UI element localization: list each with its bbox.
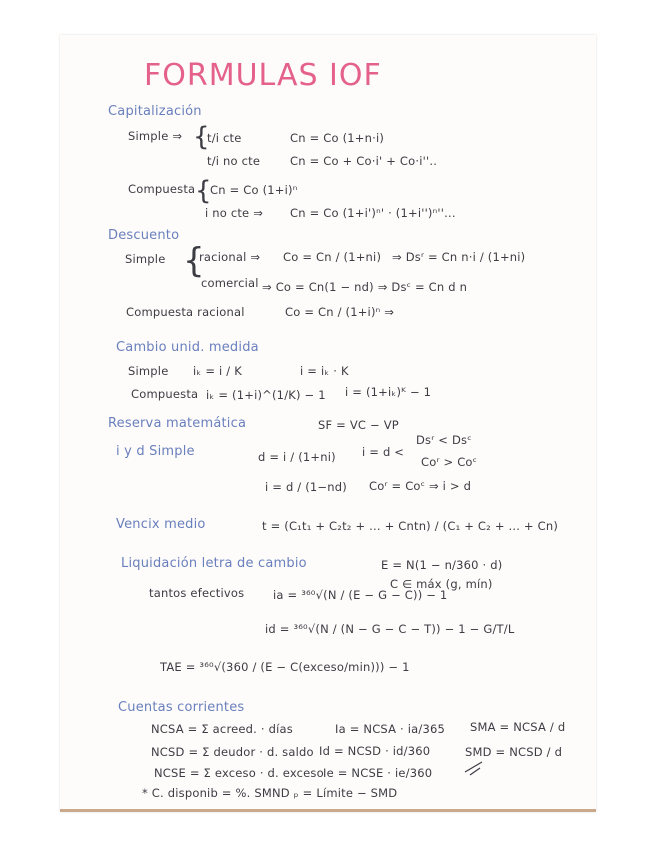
- section-iyd: i y d Simple: [116, 444, 195, 459]
- desc-racional-label: racional ⇒: [199, 250, 261, 264]
- iyd-f2b: Coʳ > Coᶜ: [421, 455, 478, 469]
- desc-racional-formula: Co = Cn / (1+ni): [283, 250, 382, 264]
- cuentas-l2c: SMD = NCSD / d: [465, 745, 563, 759]
- desc-racional-ds: ⇒ Dsʳ = Cn n·i / (1+ni): [392, 250, 526, 264]
- section-descuento: Descuento: [108, 228, 180, 243]
- liq-ia-formula: ia = ³⁶⁰√(N / (E − G − C)) − 1: [273, 588, 448, 602]
- cap-s2-formula: Cn = Co + Co·i' + Co·i''..: [290, 154, 438, 168]
- desc-compuesta-formula: Co = Cn / (1+i)ⁿ ⇒: [285, 305, 395, 319]
- cap-c2-label: i no cte ⇒: [205, 206, 264, 220]
- cambio-simple-f1: iₖ = i / K: [193, 364, 242, 378]
- arrow-icon: [470, 768, 480, 775]
- iyd-f1: d = i / (1+ni): [258, 450, 336, 464]
- section-capitalizacion: Capitalización: [108, 104, 202, 119]
- liq-formula: E = N(1 − n/360 · d): [381, 558, 503, 572]
- cambio-simple-f2: i = iₖ · K: [300, 364, 349, 378]
- iyd-f2a: Dsʳ < Dsᶜ: [416, 433, 472, 447]
- venc-formula: t = (C₁t₁ + C₂t₂ + ... + Cntn) / (C₁ + C₂ + ... + Cn): [262, 519, 559, 533]
- cuentas-l1c: SMA = NCSA / d: [470, 720, 566, 734]
- desc-comercial-formula: ⇒ Co = Cn(1 − nd) ⇒ Dsᶜ = Cn d n: [262, 280, 468, 294]
- cap-compuesta-label: Compuesta: [128, 182, 196, 196]
- liq-c-note: C ∈ máx (g, mín): [390, 577, 493, 591]
- cap-s2-label: t/i no cte: [207, 154, 261, 168]
- cuentas-l3b: Ie = NCSE · ie/360: [323, 766, 433, 780]
- cap-c1-formula: Cn = Co (1+i)ⁿ: [210, 183, 298, 197]
- desc-comercial-label: comercial: [201, 276, 259, 290]
- cuentas-l2b: Id = NCSD · id/360: [319, 744, 431, 758]
- arrow-icon: [465, 762, 482, 772]
- iyd-f3: i = d / (1−nd): [265, 480, 347, 494]
- iyd-f2: i = d <: [362, 445, 405, 459]
- cambio-compuesta-label: Compuesta: [131, 387, 199, 401]
- cambio-simple-label: Simple: [128, 364, 169, 378]
- cuentas-l1b: Ia = NCSA · ia/365: [335, 722, 446, 736]
- desc-simple-label: Simple: [125, 252, 166, 266]
- liq-id-formula: id = ³⁶⁰√(N / (N − G − C − T)) − 1 − G/T/L: [265, 622, 515, 636]
- brace-icon: {: [193, 122, 210, 152]
- section-cambio: Cambio unid. medida: [116, 340, 259, 355]
- cuentas-l4: * C. disponib = %. SMND ₚ = Límite − SMD: [142, 786, 398, 800]
- section-liquidacion: Liquidación letra de cambio: [121, 556, 307, 571]
- section-vencimiento: Vencix medio: [116, 517, 206, 532]
- section-cuentas: Cuentas corrientes: [118, 700, 245, 715]
- cuentas-l1: NCSA = Σ acreed. · días: [151, 722, 293, 736]
- cap-simple-label: Simple ⇒: [128, 129, 183, 143]
- cambio-compuesta-f2: i = (1+iₖ)ᴷ − 1: [345, 385, 432, 399]
- cuentas-l3: NCSE = Σ exceso · d. exceso: [154, 766, 324, 780]
- page-title: FORMULAS IOF: [144, 58, 382, 93]
- tae-formula: TAE = ³⁶⁰√(360 / (E − C(exceso/min))) − 1: [160, 660, 410, 674]
- cambio-compuesta-f1: iₖ = (1+i)^(1/K) − 1: [206, 388, 326, 402]
- brace-icon: {: [183, 241, 205, 281]
- cap-s1-formula: Cn = Co (1+n·i): [290, 131, 385, 145]
- cap-s1-label: t/i cte: [207, 131, 242, 145]
- brace-icon: {: [195, 176, 212, 206]
- section-reserva: Reserva matemática: [108, 416, 247, 431]
- liq-tantos-label: tantos efectivos: [149, 586, 245, 600]
- cuentas-l2: NCSD = Σ deudor · d. saldo: [151, 745, 314, 759]
- iyd-f4: Coʳ = Coᶜ ⇒ i > d: [369, 479, 472, 493]
- reserva-formula: SF = VC − VP: [318, 418, 399, 432]
- desc-compuesta-label: Compuesta racional: [126, 305, 245, 319]
- cap-c2-formula: Cn = Co (1+i')ⁿ' · (1+i'')ⁿ''...: [290, 206, 456, 220]
